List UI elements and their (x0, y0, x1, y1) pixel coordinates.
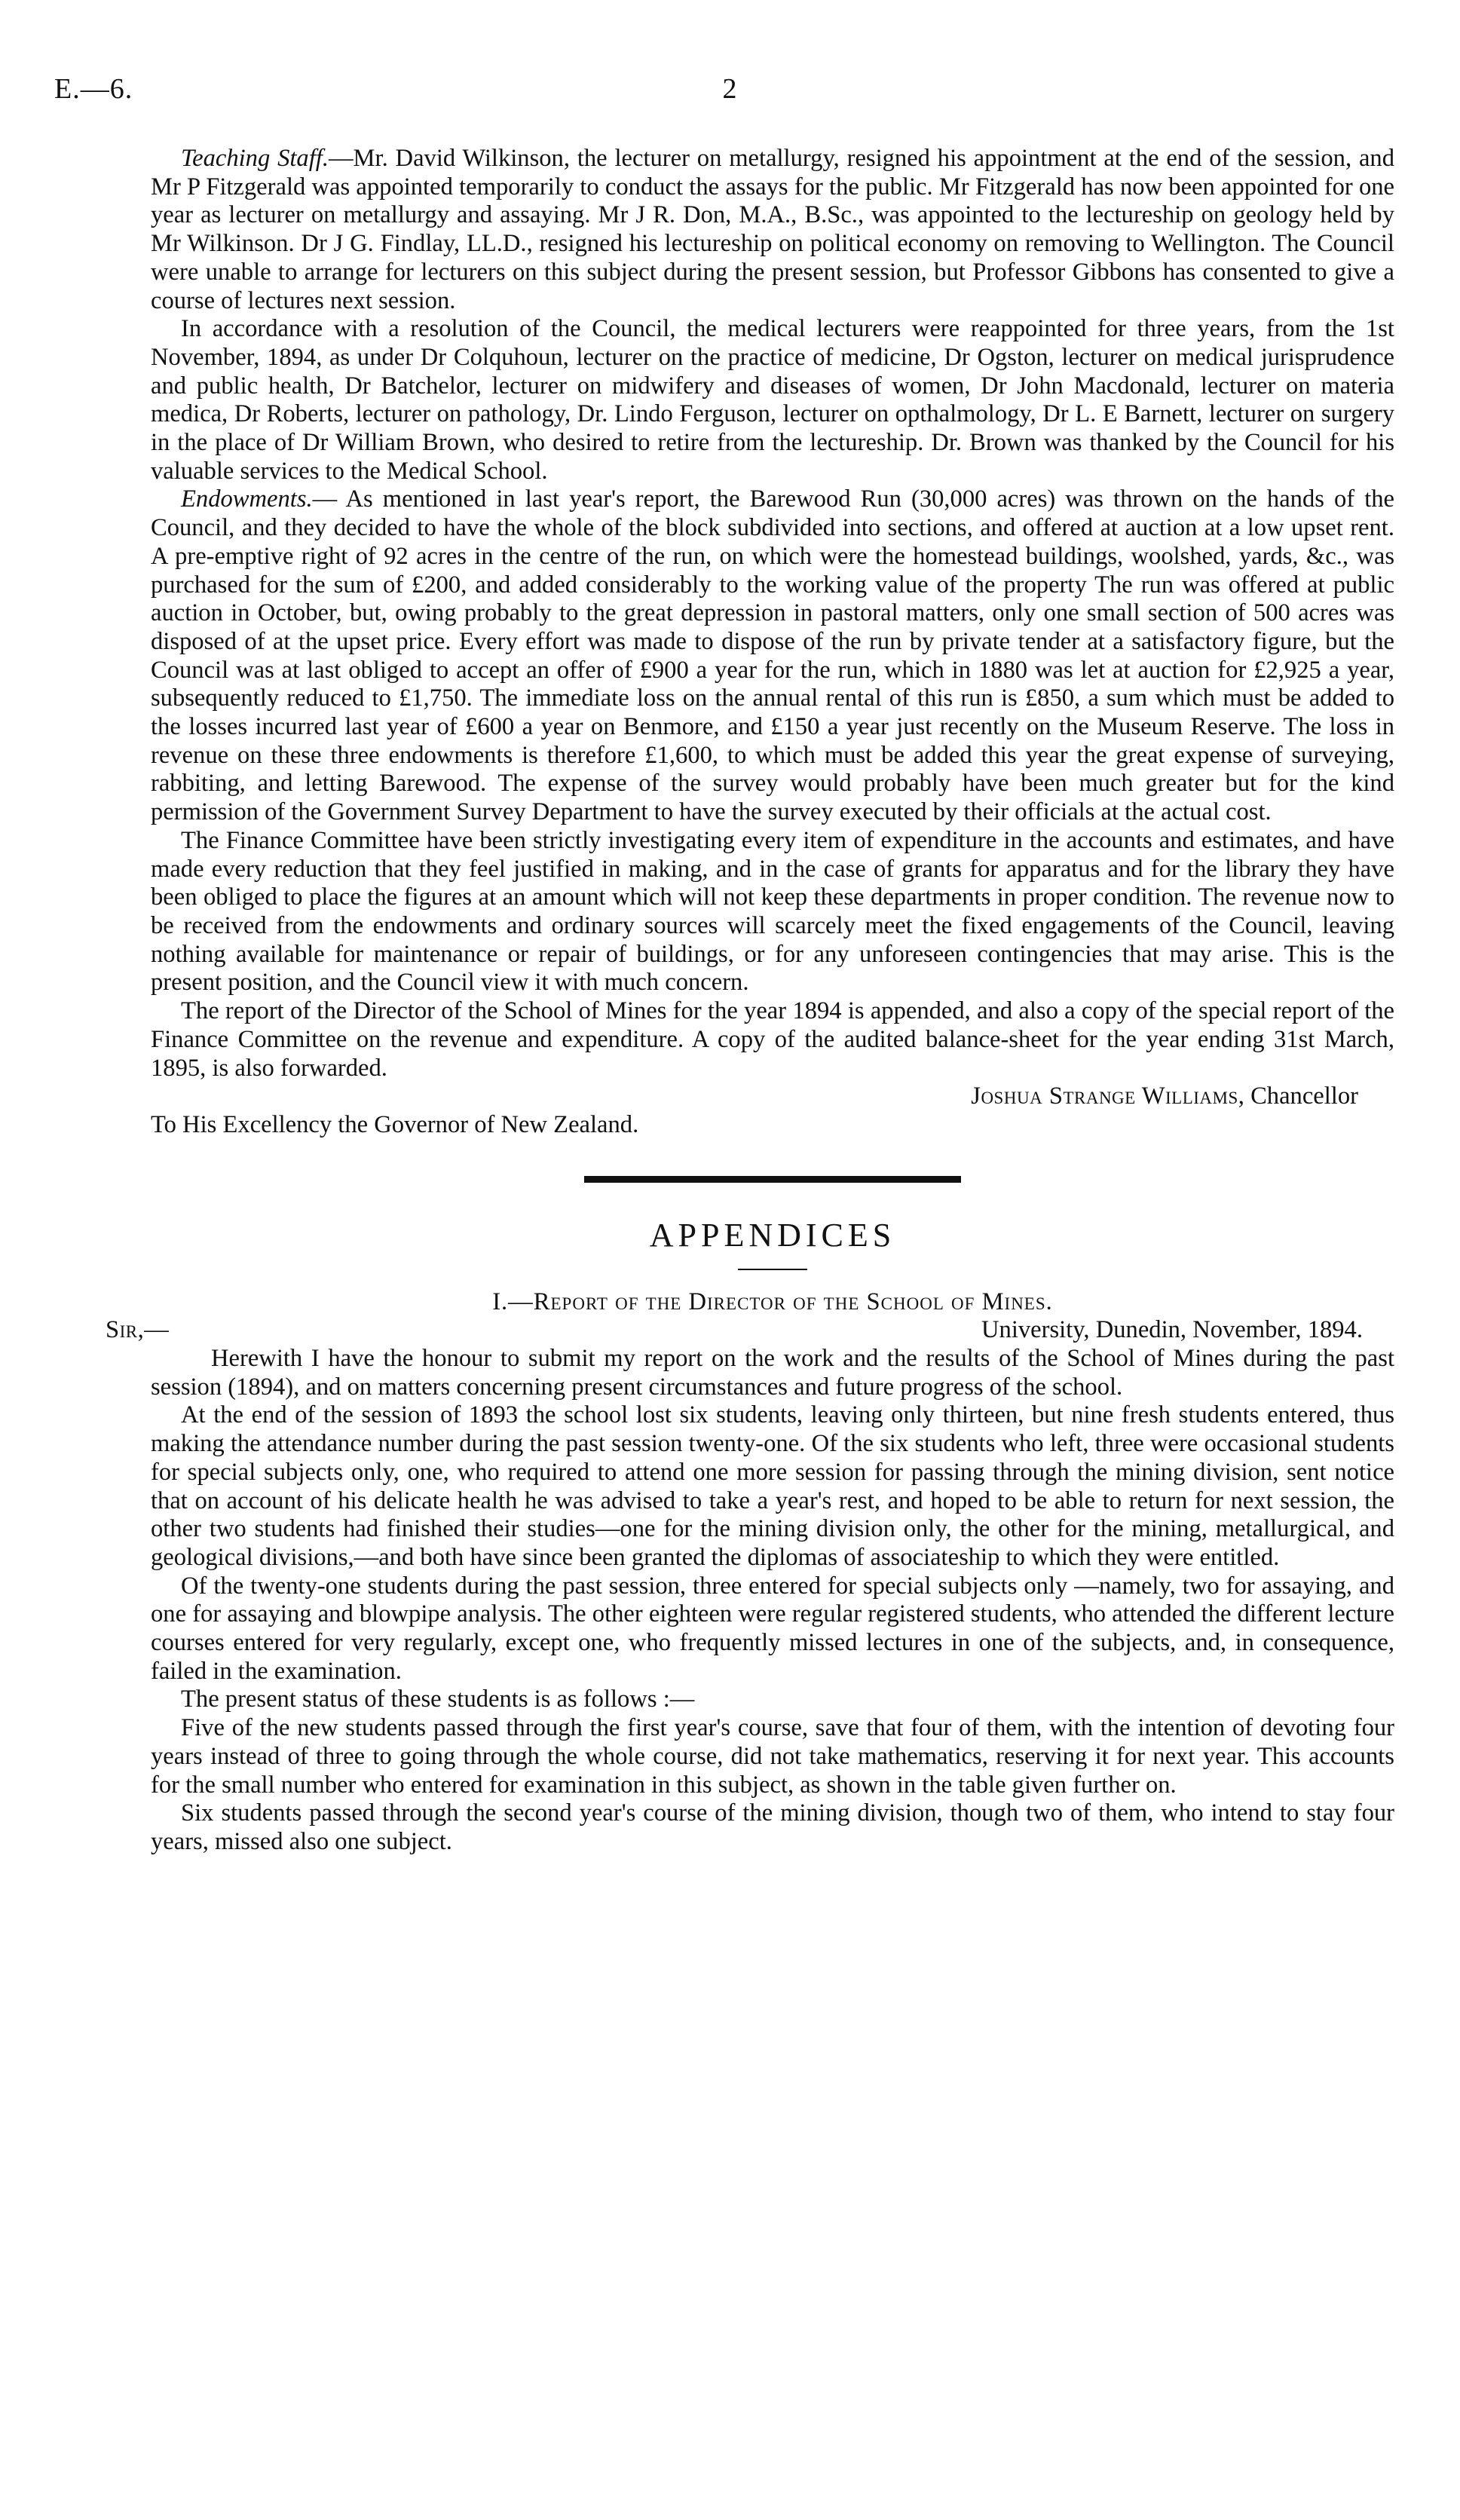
title-underline (738, 1269, 807, 1270)
appendices-title: APPENDICES (649, 1216, 896, 1254)
endowments-paragraph (151, 485, 1394, 826)
salutation: Sir,— (106, 1316, 170, 1344)
page-header (0, 72, 1460, 118)
finance-paragraph: The Finance Committee have been strictly investigating every item of expenditure in the accounts and estimates, and have made every reduction that they feel justified in making, and in the case of grants for apparatus and for the library they have been obliged to place the figures at an amount which will not keep these departments in proper condition. The revenue now to be received from the endowments and ordinary sources will scarcely meet the fixed engagements of the Council, leaving nothing available for maintenance or repair of buildings, or for any unforeseen contingencies that may arise. This is the present position, and the Council view it with much concern. (151, 826, 1394, 997)
second-year-paragraph: Six students passed through the second year's course of the mining division, though two of them, who intend to stay four years, missed also one subject. (151, 1799, 1394, 1855)
medical-lecturers-paragraph: In accordance with a resolution of the Council, the medical lecturers were reappointed for three years, from the 1st November, 1894, as under Dr Colquhoun, lecturer on the practice of medicine, Dr Ogston, lecturer on medical jurisprudence and public health, Dr Batchelor, lecturer on midwifery and diseases of women, Dr John Macdonald, lecturer on materia medica, Dr Roberts, lecturer on pathology, Dr. Lindo Ferguson, lecturer on opthalmology, Dr L. E Barnett, lecturer on surgery in the place of Dr William Brown, who desired to retire from the lectureship. Dr. Brown was thanked by the Council for his valuable services to the Medical School. (151, 315, 1394, 485)
first-year-paragraph: Five of the new students passed through the first year's course, save that four of them, with the intention of devoting four years instead of three to going through the whole course, did not take mathematics, reserving it for next year. This accounts for the small number who entered for examination in this subject, as shown in the table given further on. (151, 1714, 1394, 1799)
report-paragraph: The report of the Director of the School of Mines for the year 1894 is appended, and also a copy of the special report of the Finance Committee on the revenue and expenditure. A copy of the audited balance-sheet for the year ending 31st March, 1895, is also forwarded. (151, 997, 1394, 1082)
chancellor-name: Joshua Strange Williams (971, 1082, 1238, 1110)
report-intro-paragraph: Herewith I have the honour to submit my report on the work and the results of the School of Mines during the past session (1894), and on matters concerning present circumstances and future progress of the school. (151, 1345, 1394, 1401)
page-number: 2 (722, 73, 737, 105)
document-body (106, 145, 1394, 1857)
teaching-staff-paragraph (151, 145, 1394, 315)
addressee-line: To His Excellency the Governor of New Zealand. (151, 1110, 639, 1138)
report-heading: I.—Report of the Director of the School of Mines. (492, 1288, 1053, 1315)
section-divider (584, 1176, 961, 1183)
signature-line (151, 1082, 1394, 1111)
teaching-staff-text: —Mr. David Wilkinson, the lecturer on metallurgy, resigned his appointment at the end of the session, and Mr P Fitzgerald was appointed temporarily to conduct the assays for the public. Mr Fitzgerald has now been appointed for one year as lecturer on metallurgy and assaying. Mr J R. Don, M.A., B.Sc., was appointed to the lectureship on geology held by Mr Wilkinson. Dr J G. Findlay, LL.D., resigned his lectureship on political economy on removing to Wellington. The Council were unable to arrange for lecturers on this subject during the present session, but Professor Gibbons has consented to give a course of lectures next session. (151, 145, 1394, 314)
address-date: University, Dunedin, November, 1894. (981, 1316, 1363, 1344)
endowments-heading: Endowments. (181, 485, 313, 513)
student-loss-paragraph: At the end of the session of 1893 the school lost six students, leaving only thirteen, but nine fresh students entered, thus making the attendance number during the past session twenty-one. Of the six students who left, three were occasional students for special subjects only, one, who required to attend one more session for passing through the mining division, sent notice that on account of his delicate health he was advised to take a year's rest, and hoped to be able to return for next session, the other two students had finished their studies—one for the mining division only, the other for the mining, metallurgical, and geological divisions,—and both have since been granted the diplomas of associateship to which they were entitled. (151, 1401, 1394, 1571)
status-intro-paragraph: The present status of these students is as follows :— (181, 1686, 695, 1713)
student-count-paragraph: Of the twenty-one students during the past session, three entered for special subjects only —namely, two for assaying, and one for assaying and blowpipe analysis. The other eighteen were regular registered students, who attended the different lecture courses entered for very regularly, except one, who frequently missed lectures in one of the subjects, and, in consequence, failed in the examination. (151, 1572, 1394, 1685)
document-reference: E.—6. (54, 73, 133, 105)
teaching-staff-heading: Teaching Staff. (181, 145, 329, 172)
endowments-text: — As mentioned in last year's report, the Barewood Run (30,000 acres) was thrown on the hands of the Council, and they decided to have the whole of the block subdivided into sections, and offered at auction at a low upset rent. A pre-emptive right of 92 acres in the centre of the run, on which were the homestead buildings, woolshed, yards, &c., was purchased for the sum of £200, and added considerably to the working value of the property The run was offered at public auction in October, but, owing probably to the great depression in pastoral matters, only one small section of 500 acres was disposed of at the upset price. Every effort was made to dispose of the run by private tender at a satisfactory figure, but the Council was at last obliged to accept an offer of £900 a year for the run, which in 1880 was let at auction for £2,925 a year, subsequently reduced to £1,750. The immediate loss on the annual rental of this run is £850, a sum which must be added to the losses incurred last year of £600 a year on Benmore, and £150 a year just recently on the Museum Reserve. The loss in revenue on these three endowments is therefore £1,600, to which must be added this year the great expense of surveying, rabbiting, and letting Barewood. The expense of the survey would probably have been much greater but for the kind permission of the Government Survey Department to have the survey executed by their officials at the actual cost. (151, 485, 1394, 826)
salutation-row (106, 1316, 1394, 1345)
chancellor-title: , Chancellor (1238, 1082, 1358, 1110)
